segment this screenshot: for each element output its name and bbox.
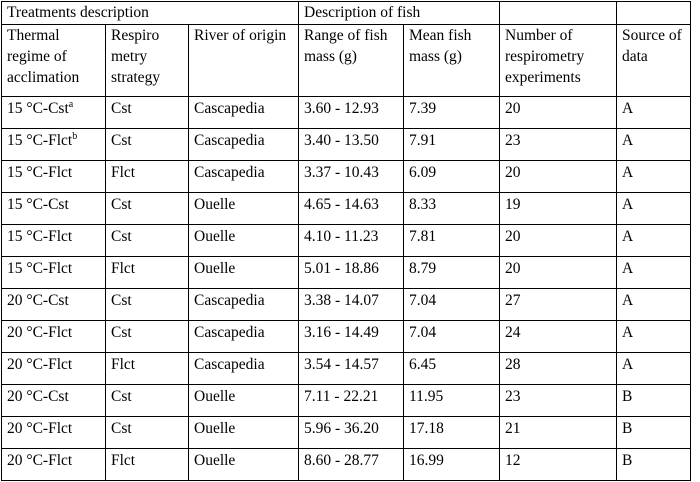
- cell-experiments: 23: [500, 385, 617, 417]
- table-row: [2, 353, 691, 385]
- cell-river: Ouelle: [189, 449, 299, 481]
- footnote-marker: b: [72, 131, 78, 142]
- cell-mean-mass: 6.45: [404, 353, 500, 385]
- group-header-treatments: Treatments description: [2, 2, 299, 25]
- cell-mass-range: 3.40 - 13.50: [299, 129, 404, 161]
- cell-source: A: [617, 257, 691, 289]
- table-row: [2, 161, 691, 193]
- cell-strategy: Cst: [106, 129, 189, 161]
- cell-experiments: 20: [500, 225, 617, 257]
- cell-regime: 15 °C-Flct: [2, 161, 106, 193]
- cell-mass-range: 4.65 - 14.63: [299, 193, 404, 225]
- column-header-regime: Thermal regime of acclimation: [2, 25, 106, 97]
- column-header-experiments: Number of respirometry experiments: [500, 25, 617, 97]
- cell-source: A: [617, 289, 691, 321]
- cell-strategy: Flct: [106, 257, 189, 289]
- cell-experiments: 20: [500, 161, 617, 193]
- cell-mean-mass: 7.04: [404, 321, 500, 353]
- cell-source: A: [617, 193, 691, 225]
- cell-mass-range: 8.60 - 28.77: [299, 449, 404, 481]
- cell-river: Cascapedia: [189, 289, 299, 321]
- cell-regime: 15 °C-Flct: [2, 225, 106, 257]
- table-row: [2, 321, 691, 353]
- cell-mean-mass: 6.09: [404, 161, 500, 193]
- cell-experiments: 27: [500, 289, 617, 321]
- cell-river: Cascapedia: [189, 353, 299, 385]
- cell-strategy: Cst: [106, 97, 189, 129]
- cell-source: A: [617, 225, 691, 257]
- cell-source: A: [617, 161, 691, 193]
- cell-mass-range: 7.11 - 22.21: [299, 385, 404, 417]
- cell-regime: 15 °C-Flct: [2, 257, 106, 289]
- cell-river: Ouelle: [189, 257, 299, 289]
- column-header-river: River of origin: [189, 25, 299, 97]
- cell-strategy: Cst: [106, 225, 189, 257]
- cell-mean-mass: 7.91: [404, 129, 500, 161]
- table-row: [2, 225, 691, 257]
- cell-source: B: [617, 449, 691, 481]
- table-row: [2, 97, 691, 129]
- cell-experiments: 12: [500, 449, 617, 481]
- column-header-source: Source of data: [617, 25, 691, 97]
- table-row: [2, 449, 691, 481]
- cell-river: Ouelle: [189, 417, 299, 449]
- cell-regime: 20 °C-Flct: [2, 449, 106, 481]
- cell-mean-mass: 8.79: [404, 257, 500, 289]
- cell-mean-mass: 7.39: [404, 97, 500, 129]
- cell-river: Cascapedia: [189, 321, 299, 353]
- cell-source: B: [617, 385, 691, 417]
- column-header-mass-range: Range of fish mass (g): [299, 25, 404, 97]
- cell-strategy: Cst: [106, 193, 189, 225]
- cell-experiments: 20: [500, 257, 617, 289]
- cell-strategy: Cst: [106, 417, 189, 449]
- cell-strategy: Cst: [106, 321, 189, 353]
- cell-mean-mass: 7.04: [404, 289, 500, 321]
- cell-mass-range: 3.16 - 14.49: [299, 321, 404, 353]
- cell-regime: 20 °C-Flct: [2, 417, 106, 449]
- column-header-row: [2, 25, 691, 97]
- cell-regime: 15 °C-Cst$^a$: [2, 97, 106, 129]
- cell-mean-mass: 17.18: [404, 417, 500, 449]
- cell-mean-mass: 11.95: [404, 385, 500, 417]
- column-header-mean-mass: Mean fish mass (g): [404, 25, 500, 97]
- cell-experiments: 20: [500, 97, 617, 129]
- cell-source: A: [617, 321, 691, 353]
- cell-mass-range: 3.54 - 14.57: [299, 353, 404, 385]
- cell-river: Ouelle: [189, 193, 299, 225]
- cell-regime: 20 °C-Cst: [2, 289, 106, 321]
- cell-source: A: [617, 353, 691, 385]
- footnote-marker: a: [68, 99, 74, 110]
- cell-mass-range: 3.60 - 12.93: [299, 97, 404, 129]
- group-header-empty-cell: [617, 2, 691, 25]
- group-header-empty-cell: [500, 2, 617, 25]
- cell-regime: 15 °C-Flct$^b$: [2, 129, 106, 161]
- cell-river: Ouelle: [189, 225, 299, 257]
- cell-strategy: Cst: [106, 385, 189, 417]
- column-header-strategy: Respiro metry strategy: [106, 25, 189, 97]
- cell-mean-mass: 8.33: [404, 193, 500, 225]
- cell-river: Ouelle: [189, 385, 299, 417]
- cell-mass-range: 5.01 - 18.86: [299, 257, 404, 289]
- cell-strategy: Flct: [106, 161, 189, 193]
- fish-treatments-table: [1, 1, 691, 481]
- cell-strategy: Cst: [106, 289, 189, 321]
- cell-mass-range: 5.96 - 36.20: [299, 417, 404, 449]
- cell-source: A: [617, 129, 691, 161]
- cell-experiments: 28: [500, 353, 617, 385]
- cell-strategy: Flct: [106, 449, 189, 481]
- table-row: [2, 193, 691, 225]
- cell-mass-range: 4.10 - 11.23: [299, 225, 404, 257]
- cell-experiments: 24: [500, 321, 617, 353]
- table-row: [2, 385, 691, 417]
- cell-experiments: 19: [500, 193, 617, 225]
- cell-source: B: [617, 417, 691, 449]
- cell-experiments: 21: [500, 417, 617, 449]
- cell-mass-range: 3.37 - 10.43: [299, 161, 404, 193]
- cell-regime: 20 °C-Flct: [2, 353, 106, 385]
- cell-mean-mass: 16.99: [404, 449, 500, 481]
- cell-river: Cascapedia: [189, 129, 299, 161]
- cell-mass-range: 3.38 - 14.07: [299, 289, 404, 321]
- cell-regime: 15 °C-Cst: [2, 193, 106, 225]
- cell-mean-mass: 7.81: [404, 225, 500, 257]
- cell-strategy: Flct: [106, 353, 189, 385]
- cell-river: Cascapedia: [189, 97, 299, 129]
- cell-source: A: [617, 97, 691, 129]
- cell-river: Cascapedia: [189, 161, 299, 193]
- group-header-fish: Description of fish: [299, 2, 500, 25]
- table-row: [2, 257, 691, 289]
- cell-regime: 20 °C-Cst: [2, 385, 106, 417]
- table-row: [2, 129, 691, 161]
- group-header-row: [2, 2, 691, 25]
- cell-regime: 20 °C-Flct: [2, 321, 106, 353]
- table-row: [2, 289, 691, 321]
- table-row: [2, 417, 691, 449]
- cell-experiments: 23: [500, 129, 617, 161]
